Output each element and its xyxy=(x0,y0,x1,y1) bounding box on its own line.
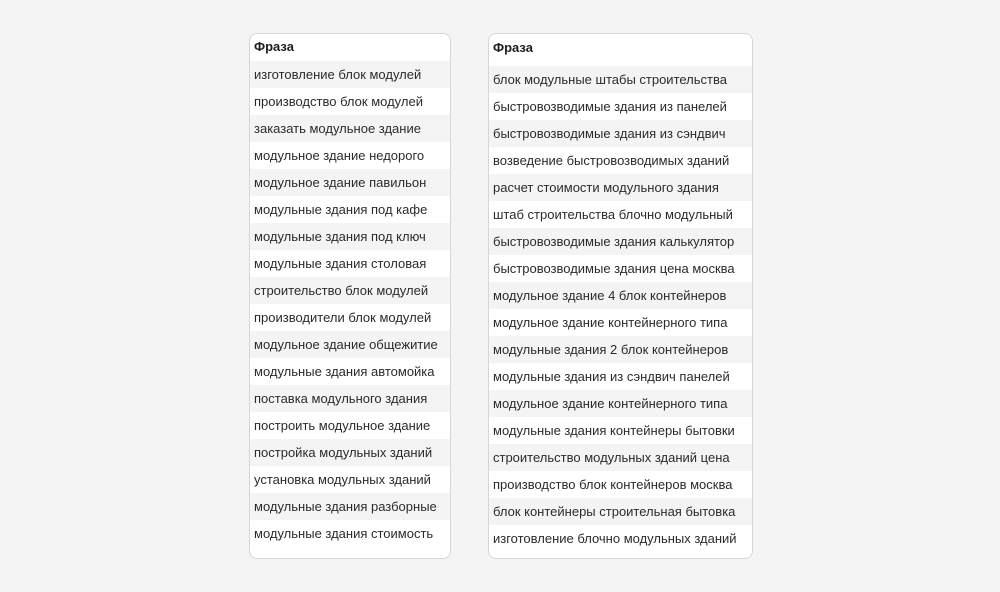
table-row[interactable]: модульные здания под ключ xyxy=(250,223,450,250)
table-row[interactable]: построить модульное здание xyxy=(250,412,450,439)
table-row[interactable]: строительство блок модулей xyxy=(250,277,450,304)
table-row[interactable]: строительство модульных зданий цена xyxy=(489,444,752,471)
table-row[interactable]: установка модульных зданий xyxy=(250,466,450,493)
table-row[interactable]: постройка модульных зданий xyxy=(250,439,450,466)
table-row[interactable]: модульные здания разборные xyxy=(250,493,450,520)
table-row[interactable]: производители блок модулей xyxy=(250,304,450,331)
table-row[interactable]: модульные здания стоимость xyxy=(250,520,450,547)
table-row[interactable]: блок модульные штабы строительства xyxy=(489,66,752,93)
table-row[interactable]: возведение быстровозводимых зданий xyxy=(489,147,752,174)
table-row[interactable]: поставка модульного здания xyxy=(250,385,450,412)
table-row[interactable]: быстровозводимые здания цена москва xyxy=(489,255,752,282)
left-table-body xyxy=(250,61,450,547)
table-row[interactable]: модульные здания контейнеры бытовки xyxy=(489,417,752,444)
table-row[interactable]: изготовление блочно модульных зданий xyxy=(489,525,752,552)
table-row[interactable]: производство блок модулей xyxy=(250,88,450,115)
table-row[interactable]: модульное здание павильон xyxy=(250,169,450,196)
table-row[interactable]: заказать модульное здание xyxy=(250,115,450,142)
table-row[interactable]: модульные здания столовая xyxy=(250,250,450,277)
table-row[interactable]: модульное здание недорого xyxy=(250,142,450,169)
table-row[interactable]: штаб строительства блочно модульный xyxy=(489,201,752,228)
table-row[interactable]: быстровозводимые здания калькулятор xyxy=(489,228,752,255)
table-row[interactable]: производство блок контейнеров москва xyxy=(489,471,752,498)
column-header-phrase: Фраза xyxy=(493,40,533,55)
table-row[interactable]: расчет стоимости модульного здания xyxy=(489,174,752,201)
table-row[interactable]: быстровозводимые здания из панелей xyxy=(489,93,752,120)
table-row[interactable]: модульные здания автомойка xyxy=(250,358,450,385)
left-phrase-table xyxy=(249,33,451,559)
table-row[interactable]: модульные здания 2 блок контейнеров xyxy=(489,336,752,363)
table-row[interactable]: изготовление блок модулей xyxy=(250,61,450,88)
table-row[interactable]: модульное здание контейнерного типа xyxy=(489,309,752,336)
table-row[interactable]: модульные здания под кафе xyxy=(250,196,450,223)
table-row[interactable]: быстровозводимые здания из сэндвич xyxy=(489,120,752,147)
table-row[interactable]: модульное здание 4 блок контейнеров xyxy=(489,282,752,309)
column-header-phrase: Фраза xyxy=(254,39,294,54)
table-row[interactable]: блок контейнеры строительная бытовка xyxy=(489,498,752,525)
table-row[interactable]: модульное здание контейнерного типа xyxy=(489,390,752,417)
right-table-body xyxy=(489,66,752,552)
table-row[interactable]: модульные здания из сэндвич панелей xyxy=(489,363,752,390)
right-phrase-table xyxy=(488,33,753,559)
table-row[interactable]: модульное здание общежитие xyxy=(250,331,450,358)
